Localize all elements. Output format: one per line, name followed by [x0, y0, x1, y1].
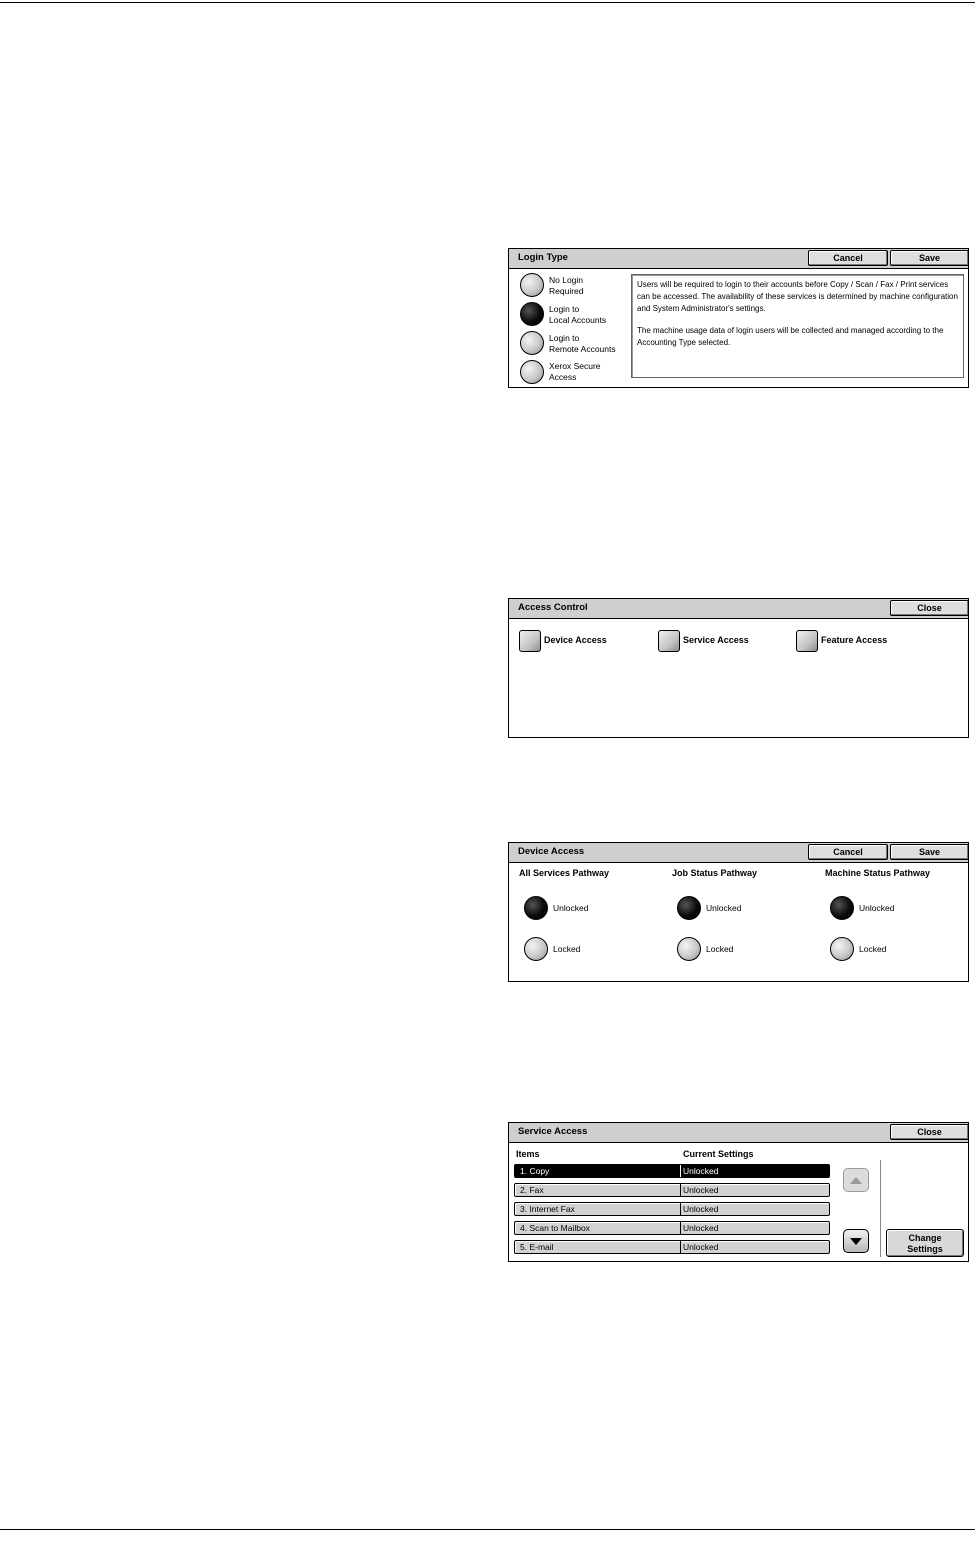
radio-label: Unlocked — [859, 903, 895, 913]
table-row[interactable] — [514, 1183, 830, 1197]
scroll-down-button[interactable] — [843, 1229, 869, 1253]
row-item: 4. Scan to Mailbox — [520, 1223, 590, 1233]
vertical-divider — [880, 1160, 881, 1257]
change-settings-button[interactable] — [886, 1229, 964, 1257]
radio-all-services-locked[interactable] — [524, 937, 548, 961]
radio-label: Unlocked — [553, 903, 589, 913]
column-heading-job-status: Job Status Pathway — [672, 868, 758, 878]
panel-title: Device Access — [518, 846, 585, 857]
radio-label: Login to Remote Accounts — [549, 333, 616, 354]
device-access-titlebar — [509, 843, 968, 863]
column-heading-items: Items — [516, 1149, 540, 1159]
radio-label: Locked — [553, 944, 581, 954]
scroll-up-button[interactable] — [843, 1168, 869, 1192]
description-box — [631, 274, 964, 378]
table-row[interactable] — [514, 1164, 830, 1178]
row-setting: Unlocked — [683, 1185, 719, 1195]
radio-label: Unlocked — [706, 903, 742, 913]
row-divider — [680, 1184, 681, 1196]
radio-label: Locked — [859, 944, 887, 954]
row-setting: Unlocked — [683, 1166, 719, 1176]
access-control-titlebar — [509, 599, 968, 619]
bottom-rule — [0, 1529, 975, 1530]
radio-all-services-unlocked[interactable] — [524, 896, 548, 920]
top-rule — [0, 2, 975, 3]
close-button[interactable]: Close — [890, 600, 969, 616]
row-setting: Unlocked — [683, 1242, 719, 1252]
close-button[interactable]: Close — [890, 1124, 969, 1140]
cancel-button[interactable]: Cancel — [808, 250, 888, 266]
row-item: 5. E-mail — [520, 1242, 554, 1252]
row-divider — [680, 1165, 681, 1177]
feature-access-button[interactable] — [796, 630, 818, 652]
radio-job-status-locked[interactable] — [677, 937, 701, 961]
row-setting: Unlocked — [683, 1223, 719, 1233]
description-paragraph: Users will be required to login to their accounts before Copy / Scan / Fax / Print services can be accessed. The availability of these services is determined by machine configuration and System Administrator's settings. — [637, 280, 958, 313]
save-button[interactable]: Save — [890, 250, 969, 266]
radio-login-local-accounts[interactable] — [520, 302, 544, 326]
access-control-panel — [508, 598, 969, 738]
radio-label: Xerox Secure Access — [549, 361, 601, 382]
change-settings-label-line2: Settings — [907, 1244, 943, 1254]
row-divider — [680, 1241, 681, 1253]
device-access-button[interactable] — [519, 630, 541, 652]
description-paragraph: The machine usage data of login users will be collected and managed according to the Accounting Type selected. — [637, 326, 944, 348]
login-type-titlebar — [509, 249, 968, 269]
radio-machine-status-unlocked[interactable] — [830, 896, 854, 920]
panel-title: Login Type — [518, 252, 568, 263]
save-button[interactable]: Save — [890, 844, 969, 860]
column-heading-all-services: All Services Pathway — [519, 868, 610, 878]
change-settings-label-line1: Change — [908, 1233, 942, 1243]
radio-label: No Login Required — [549, 275, 584, 296]
table-row[interactable] — [514, 1240, 830, 1254]
radio-login-remote-accounts[interactable] — [520, 331, 544, 355]
row-divider — [680, 1203, 681, 1215]
table-row[interactable] — [514, 1221, 830, 1235]
row-item: 3. Internet Fax — [520, 1204, 575, 1214]
cancel-button[interactable]: Cancel — [808, 844, 888, 860]
radio-no-login-required[interactable] — [520, 273, 544, 297]
device-access-label[interactable]: Device Access — [544, 635, 607, 645]
service-access-label[interactable]: Service Access — [683, 635, 749, 645]
scroll-up-arrow-icon — [844, 1169, 868, 1191]
panel-title: Access Control — [518, 602, 588, 613]
radio-label: Login to Local Accounts — [549, 304, 607, 325]
service-access-titlebar — [509, 1123, 968, 1143]
login-type-panel — [508, 248, 969, 388]
scroll-down-arrow-icon — [844, 1230, 868, 1252]
column-heading-current-settings: Current Settings — [683, 1149, 754, 1159]
row-item: 1. Copy — [520, 1166, 550, 1176]
row-setting: Unlocked — [683, 1204, 719, 1214]
row-divider — [680, 1222, 681, 1234]
panel-title: Service Access — [518, 1126, 588, 1137]
radio-xerox-secure-access[interactable] — [520, 360, 544, 384]
service-access-panel — [508, 1122, 969, 1262]
feature-access-label[interactable]: Feature Access — [821, 635, 888, 645]
radio-label: Locked — [706, 944, 734, 954]
radio-machine-status-locked[interactable] — [830, 937, 854, 961]
device-access-panel — [508, 842, 969, 982]
radio-job-status-unlocked[interactable] — [677, 896, 701, 920]
row-item: 2. Fax — [520, 1185, 544, 1195]
table-row[interactable] — [514, 1202, 830, 1216]
column-heading-machine-status: Machine Status Pathway — [825, 868, 931, 878]
service-access-button[interactable] — [658, 630, 680, 652]
